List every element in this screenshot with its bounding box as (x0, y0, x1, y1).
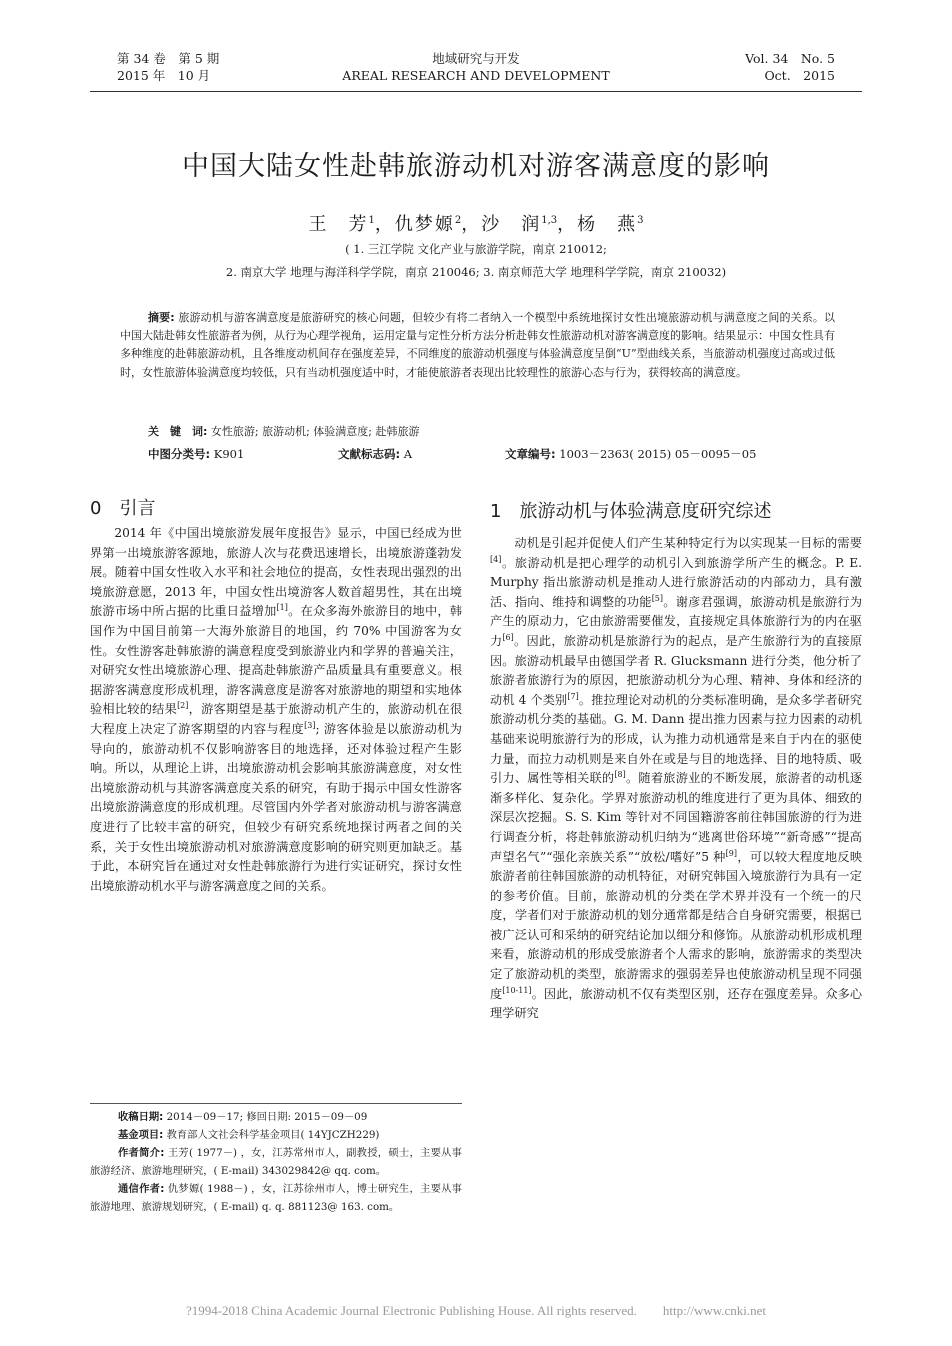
document-code (338, 446, 412, 462)
author-name: 沙 润 (481, 214, 542, 235)
footnote-label: 收稿日期: (118, 1111, 164, 1123)
volume-issue: 第 34 卷 第 5 期 (117, 51, 220, 66)
author-affiliation-mark: 1,3 (541, 215, 558, 226)
footnote-text: 仇梦嫄( 1988－) ，女，江苏徐州市人，博士研究生，主要从事旅游地理、旅游规划研究，( E-mail) q. q. 881123@ 163. com。 (90, 1183, 462, 1213)
body-text-segment: 。谢彦君强调，旅游动机是旅游行为产生的原动力，它由旅游需要催发，直接规定具体旅游行为的内在驱力 (490, 594, 863, 648)
keywords-text: 女性旅游; 旅游动机; 体验满意度; 赴韩旅游 (210, 425, 420, 438)
keywords-label: 关 键 词: (148, 425, 208, 438)
author-affiliation-mark: 2 (454, 215, 462, 226)
section-number: 0 (90, 498, 102, 519)
footnote-received (90, 1108, 462, 1126)
body-text-segment: ，游客期望是基于旅游动机产生的，旅游动机在很大程度上决定了游客期望的内容与程度 (90, 702, 463, 736)
citation-reference: [2] (177, 701, 189, 711)
footnote-rule (90, 1103, 462, 1104)
body-text-segment: 。随着旅游业的不断发展，旅游者的动机逐渐多样化、复杂化。学界对旅游动机的维度进行了更为具体、细致的深层次挖掘。S. S. Kim 等针对不同国籍游客前往韩国旅游的行为进行调查分析，将赴韩旅游动机归纳为“逃离世俗环境”“新奇感”“提高声望名气”“强化亲族关系”“放松/嗜好”5 种 (490, 771, 863, 864)
author-affiliation-mark: 1 (368, 215, 375, 226)
footnote-label: 作者简介: (118, 1147, 165, 1159)
document-code-value: A (403, 447, 413, 461)
body-text-segment: 。推拉理论对动机的分类标准明确，是众多学者研究旅游动机分类的基础。G. M. Dann 提出推力因素与拉力因素的动机基础来说明旅游行为的形成，认为推力动机通常是来自于内在的驱使力量，而拉力动机则是来自外在或是与目的地选择、目的地特质、吸引力、属性等相关联的 (490, 692, 862, 786)
article-number-label: 文章编号: (505, 447, 556, 461)
footnote-text: 2014－09－17; 修回日期: 2015－09－09 (166, 1111, 368, 1123)
abstract (120, 309, 835, 382)
clc-number (148, 446, 244, 462)
affiliation-line: 2. 南京大学 地理与海洋科学学院，南京 210046; 3. 南京师范大学 地理科学学院，南京 210032) (225, 265, 727, 279)
citation-reference: [6] (502, 632, 514, 642)
article-number (505, 446, 756, 462)
date-en: Oct. 2015 (764, 68, 835, 83)
document-code-label: 文献标志码: (338, 447, 401, 461)
header-rule (90, 91, 862, 92)
paragraph (490, 534, 862, 1024)
body-text-segment: 。因此，旅游动机是旅游行为的起点，是产生旅游行为的直接原因。旅游动机最早由德国学者 R. Glucksmann 进行分类，他分析了旅游者旅游行为的原因，把旅游动机分为心理、精神、身体和经济的动机 4 个类别 (490, 633, 863, 707)
footnote-text: 王芳( 1977－) ，女，江苏常州市人，副教授，硕士，主要从事旅游经济、旅游地理研究，( E-mail) 343029842@ qq. com。 (90, 1147, 462, 1177)
section-heading-introduction (90, 494, 155, 520)
body-text-segment: ，可以较大程度地反映旅游者前往韩国旅游的动机特征，对研究韩国入境旅游行为具有一定的参考价值。目前，旅游动机的分类在学术界并没有一个统一的尺度，学者们对于旅游动机的划分通常都是结合自身研究需要，根据已被广泛认可和采纳的研究结论加以细分和修饰。从旅游动机形成机理来看，旅游动机的形成受旅游者个人需求的影响，旅游需求的类型决定了旅游动机的类型，旅游需求的强弱差异也使旅游动机呈现不同强度 (490, 849, 863, 1001)
journal-issue-info-en (745, 50, 835, 84)
citation-reference: [3] (304, 720, 316, 730)
section-title: 引言 (119, 498, 156, 519)
footnote-text: 教育部人文社会科学基金项目( 14YJCZH229) (166, 1129, 380, 1141)
body-text-right-column (490, 534, 862, 1024)
section-title: 旅游动机与体验满意度研究综述 (519, 501, 772, 522)
body-text-segment: 。在众多海外旅游目的地中，韩国作为中国目前第一大海外旅游目的地国，约 70% 中国游客为女性。女性游客赴韩旅游的满意程度受到旅游业内和学界的普遍关注，对研究女性出境旅游心理、提高赴韩旅游产品质量具有重要意义。根据游客满意度形成机理，游客满意度是游客对旅游地的期望和实地体验相比较的结果 (90, 604, 463, 717)
body-text-left-column (90, 524, 462, 896)
body-text-segment: 2014 年《中国出境旅游发展年度报告》显示，中国已经成为世界第一出境旅游客源地，旅游人次与花费迅速增长，出境旅游蓬勃发展。随着中国女性收入水平和社会地位的提高，女性表现出强烈的出境旅游意愿，2013 年，中国女性出境游客人数首超男性，其在出境旅游市场中所占据的比重日益增加 (90, 526, 462, 619)
author-separator: ， (461, 214, 482, 235)
citation-reference: [10-11] (502, 985, 532, 995)
body-text-segment: ; 游客体验是以旅游动机为导向的，旅游动机不仅影响游客目的地选择，还对体验过程产生影响。所以，从理论上讲，出境旅游动机会影响其旅游满意度，对女性出境旅游动机与其游客满意度关系的研究，有助于揭示中国女性游客出境旅游满意度的形成机理。尽管国内外学者对旅游动机与游客满意度进行了比较丰富的研究，但较少有研究系统地探讨两者之间的关系，关于女性出境旅游动机对旅游满意度影响的研究则更加缺乏。基于此，本研究旨在通过对女性赴韩旅游行为进行实证研究，探讨女性出境旅游动机水平与游客满意度之间的关系。 (90, 721, 462, 893)
volume-issue-en: Vol. 34 No. 5 (745, 51, 835, 66)
citation-reference: [7] (567, 691, 579, 701)
author-name: 仇梦嫄 (394, 214, 455, 235)
clc-label: 中图分类号: (148, 447, 211, 461)
citation-reference: [9] (725, 848, 737, 858)
abstract-label: 摘要: (148, 311, 175, 324)
body-text-segment: 。旅游动机是把心理学的动机引入到旅游学所产生的概念。P. E. Murphy 指出旅游动机是推动人进行旅游活动的内部动力，具有激活、指向、维持和调整的功能 (490, 555, 862, 609)
author-name: 王 芳 (308, 214, 369, 235)
body-text-segment: 。因此，旅游动机不仅有类型区别，还存在强度差异。众多心理学研究 (490, 986, 863, 1021)
citation-reference: [1] (276, 603, 288, 613)
section-number: 1 (490, 501, 502, 522)
article-number-value: 1003－2363( 2015) 05－0095－05 (559, 447, 757, 461)
footnote-label: 基金项目: (118, 1129, 164, 1141)
journal-name-cn: 地域研究与开发 (432, 51, 520, 66)
footnote-label: 通信作者: (118, 1183, 165, 1195)
footnotes (90, 1108, 462, 1216)
footnote-funding (90, 1126, 462, 1144)
paper-title: 中国大陆女性赴韩旅游动机对游客满意度的影响 (182, 151, 770, 182)
paragraph (90, 524, 462, 896)
clc-value: K901 (213, 447, 245, 461)
footnote-author-bio (90, 1144, 462, 1180)
citation-reference: [4] (490, 554, 502, 564)
affiliation-line: ( 1. 三江学院 文化产业与旅游学院，南京 210012; (345, 242, 607, 256)
copyright-notice: ?1994-2018 China Academic Journal Electronic Publishing House. All rights reserved. http://www.cnki.net (185, 1303, 767, 1318)
citation-reference: [5] (651, 593, 664, 603)
citation-reference: [8] (614, 770, 626, 780)
body-text-segment: 动机是引起并促使人们产生某种特定行为以实现某一目标的需要 (514, 536, 862, 550)
year-month: 2015 年 10 月 (117, 68, 211, 83)
author-separator: ， (557, 214, 578, 235)
journal-name-en: AREAL RESEARCH AND DEVELOPMENT (342, 68, 610, 83)
section-heading-literature-review (490, 497, 771, 523)
author-separator: ， (374, 214, 395, 235)
author-list (0, 210, 952, 236)
footnote-corresponding-author (90, 1180, 462, 1216)
keywords (148, 423, 835, 441)
author-affiliation-mark: 3 (637, 215, 644, 226)
abstract-text: 旅游动机与游客满意度是旅游研究的核心问题，但较少有将二者纳入一个模型中系统地探讨女性出境旅游动机与满意度之间的关系。以中国大陆赴韩女性旅游者为例，从行为心理学视角，运用定量与定性分析方法分析赴韩女性旅游动机对游客满意度的影响。结果显示：中国女性具有多种维度的赴韩旅游动机，且各维度动机间存在强度差异，不同维度的旅游动机强度与体验满意度呈倒“U”型曲线关系，当旅游动机强度过高或过低时，女性旅游体验满意度均较低，只有当动机强度适中时，才能使旅游者表现出比较理性的旅游心态与行为，获得较高的满意度。 (120, 311, 836, 379)
author-name: 杨 燕 (577, 214, 638, 235)
